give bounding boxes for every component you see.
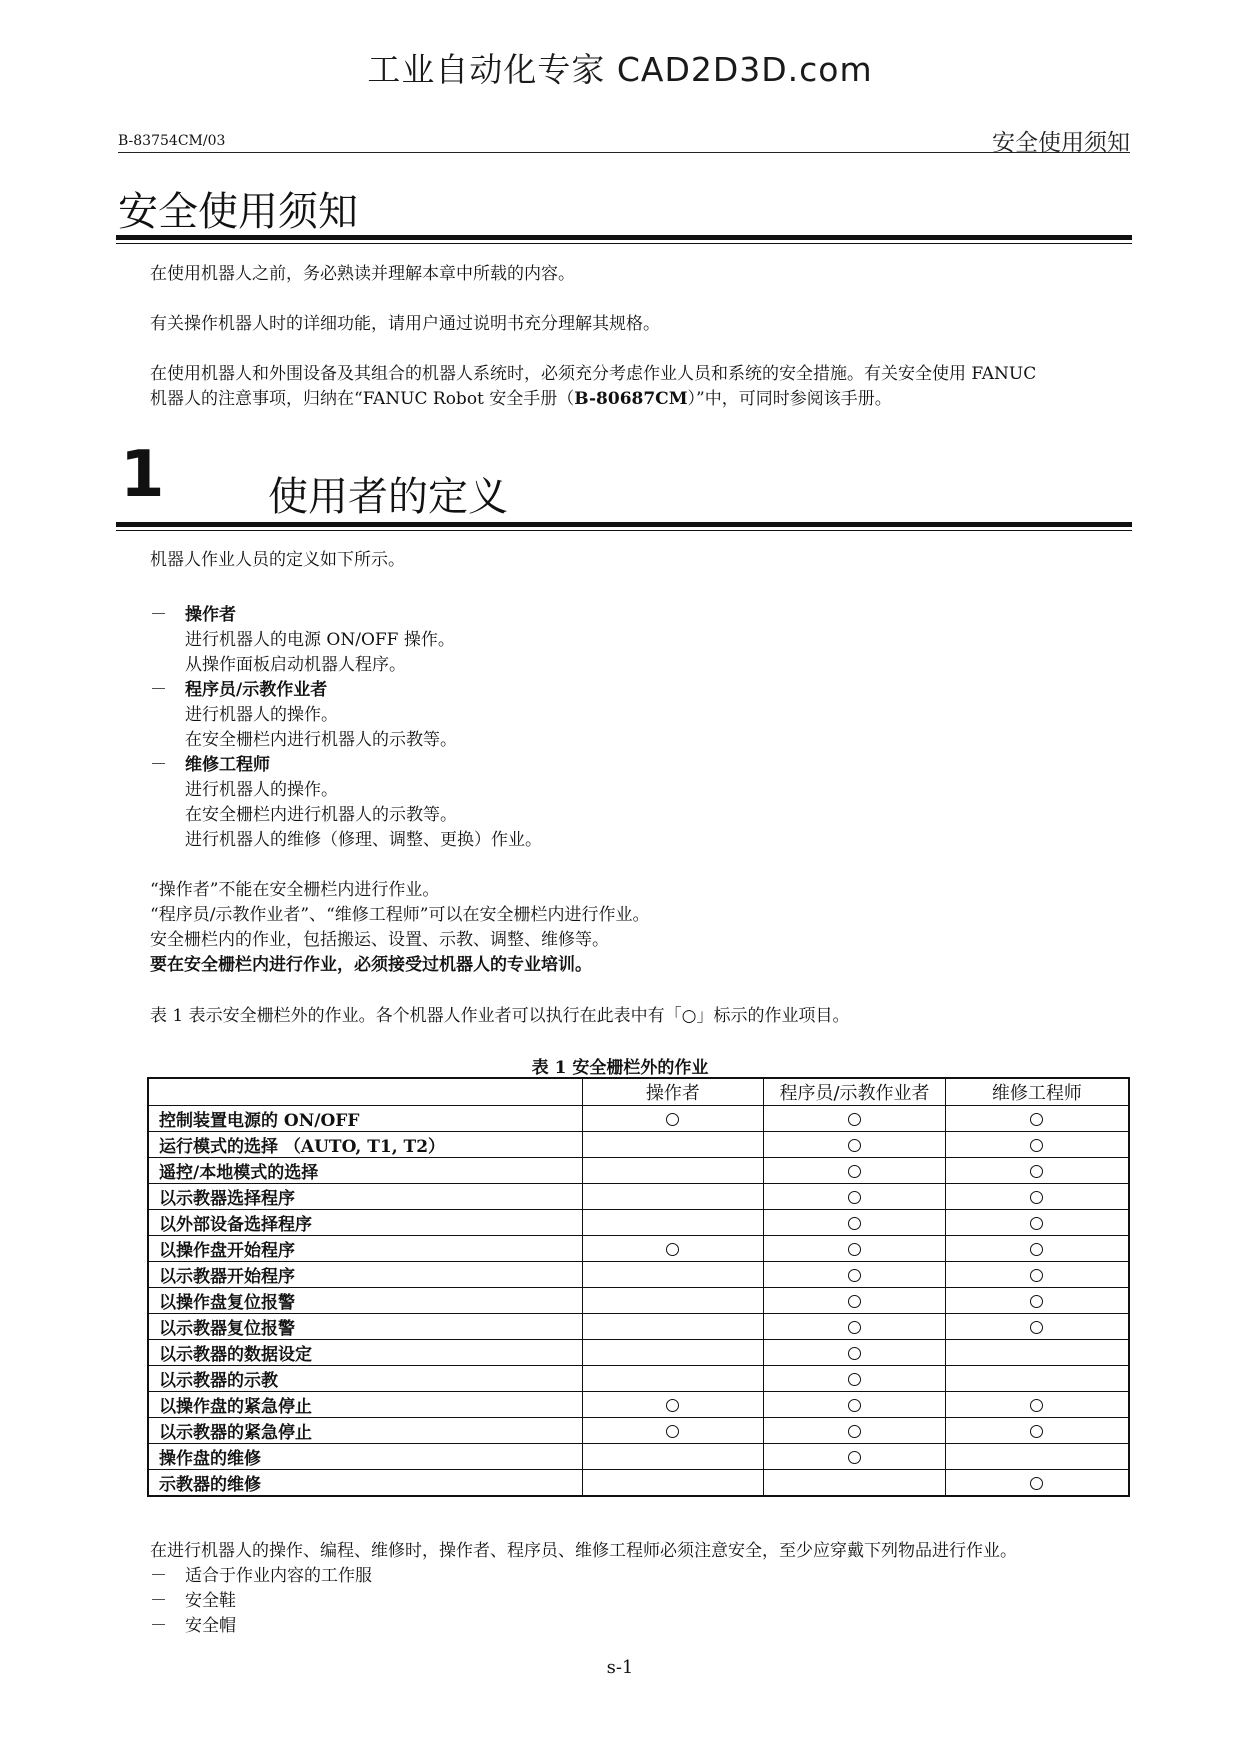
table-cell-permission — [945, 1236, 1129, 1262]
header-rule — [118, 152, 1130, 153]
table-row-label: 以示教器的紧急停止 — [148, 1418, 582, 1444]
table-row — [148, 1366, 1129, 1392]
table-cell-permission — [945, 1288, 1129, 1314]
permitted-circle-icon — [848, 1269, 861, 1282]
table-header-programmer: 程序员/示教作业者 — [764, 1078, 946, 1106]
permitted-circle-icon — [1030, 1113, 1043, 1126]
table-row — [148, 1340, 1129, 1366]
table-cell-permission — [582, 1470, 764, 1497]
table-cell-permission — [764, 1470, 946, 1497]
permitted-circle-icon — [848, 1139, 861, 1152]
table-cell-permission — [945, 1132, 1129, 1158]
table-header-operator: 操作者 — [582, 1078, 764, 1106]
title-rule-thin — [116, 243, 1132, 244]
intro-paragraph-3-line-2: 机器人的注意事项，归纳在“FANUC Robot 安全手册（B-80687CM）”中，可同时参阅该手册。 — [150, 389, 892, 409]
equipment-dash: － — [150, 1591, 167, 1611]
table-cell-permission — [764, 1158, 946, 1184]
intro-paragraph-3 — [150, 362, 1130, 412]
chapter-number: 1 — [120, 438, 165, 512]
note-training-required: 要在安全栅栏内进行作业，必须接受过机器人的专业培训。 — [150, 955, 592, 975]
role-maintenance-duty: 在安全栅栏内进行机器人的示教等。 — [185, 805, 457, 825]
running-header-title: 安全使用须知 — [992, 130, 1130, 156]
table-row — [148, 1132, 1129, 1158]
note-line: 安全栅栏内的作业，包括搬运、设置、示教、调整、维修等。 — [150, 930, 609, 950]
table-cell-permission — [764, 1340, 946, 1366]
equipment-item: 安全鞋 — [185, 1591, 236, 1611]
table-intro: 表 1 表示安全栅栏外的作业。各个机器人作业者可以执行在此表中有「○」标示的作业项目。 — [150, 1006, 850, 1026]
equipment-item: 适合于作业内容的工作服 — [185, 1566, 372, 1586]
page-title: 安全使用须知 — [118, 189, 358, 235]
role-programmer-duty: 进行机器人的操作。 — [185, 705, 338, 725]
table-cell-permission — [945, 1210, 1129, 1236]
table-row — [148, 1262, 1129, 1288]
table-row — [148, 1236, 1129, 1262]
role-dash: － — [150, 605, 167, 625]
table-row — [148, 1210, 1129, 1236]
role-maintenance-duty: 进行机器人的操作。 — [185, 780, 338, 800]
permitted-circle-icon — [1030, 1295, 1043, 1308]
table-row-label: 遥控/本地模式的选择 — [148, 1158, 582, 1184]
table-header-row — [148, 1078, 1129, 1106]
watermark-text: 工业自动化专家 CAD2D3D.com — [367, 50, 873, 89]
permitted-circle-icon — [848, 1165, 861, 1178]
permitted-circle-icon — [848, 1373, 861, 1386]
permitted-circle-icon — [848, 1217, 861, 1230]
table-cell-permission — [582, 1366, 764, 1392]
table-cell-permission — [582, 1210, 764, 1236]
table-cell-permission — [945, 1392, 1129, 1418]
table-row-label: 以示教器选择程序 — [148, 1184, 582, 1210]
table-cell-permission — [764, 1210, 946, 1236]
permitted-circle-icon — [1030, 1139, 1043, 1152]
permitted-circle-icon — [1030, 1165, 1043, 1178]
permitted-circle-icon — [666, 1243, 679, 1256]
table-cell-permission — [582, 1314, 764, 1340]
intro-paragraph-1: 在使用机器人之前，务必熟读并理解本章中所载的内容。 — [150, 264, 575, 284]
table-cell-permission — [764, 1392, 946, 1418]
table-cell-permission — [945, 1470, 1129, 1497]
table-cell-permission — [945, 1314, 1129, 1340]
permitted-circle-icon — [848, 1451, 861, 1464]
permitted-circle-icon — [666, 1425, 679, 1438]
permitted-circle-icon — [848, 1347, 861, 1360]
table-cell-permission — [764, 1236, 946, 1262]
table-cell-permission — [582, 1158, 764, 1184]
title-rule-thick — [116, 235, 1132, 240]
permitted-circle-icon — [1030, 1425, 1043, 1438]
role-dash: － — [150, 680, 167, 700]
table-row — [148, 1288, 1129, 1314]
table-cell-permission — [945, 1418, 1129, 1444]
role-programmer-name: 程序员/示教作业者 — [185, 680, 328, 700]
permitted-circle-icon — [1030, 1321, 1043, 1334]
chapter-title: 使用者的定义 — [268, 474, 508, 520]
table-row — [148, 1106, 1129, 1132]
chapter-rule-thin — [116, 530, 1132, 531]
permitted-circle-icon — [848, 1113, 861, 1126]
table-header-cell — [148, 1078, 582, 1106]
table-row — [148, 1418, 1129, 1444]
intro-paragraph-2: 有关操作机器人时的详细功能，请用户通过说明书充分理解其规格。 — [150, 314, 660, 334]
operations-table — [147, 1077, 1130, 1497]
table-row — [148, 1392, 1129, 1418]
table-cell-permission — [582, 1184, 764, 1210]
table-cell-permission — [945, 1262, 1129, 1288]
table-cell-permission — [945, 1366, 1129, 1392]
table-cell-permission — [764, 1418, 946, 1444]
table-row — [148, 1158, 1129, 1184]
table-cell-permission — [582, 1132, 764, 1158]
table-cell-permission — [764, 1132, 946, 1158]
table-cell-permission — [764, 1314, 946, 1340]
table-cell-permission — [582, 1288, 764, 1314]
table-row-label: 示教器的维修 — [148, 1470, 582, 1497]
safety-manual-code: B-80687CM — [574, 389, 688, 409]
permitted-circle-icon — [848, 1425, 861, 1438]
definition-intro: 机器人作业人员的定义如下所示。 — [150, 550, 405, 570]
table-row-label: 以操作盘的紧急停止 — [148, 1392, 582, 1418]
table-row — [148, 1184, 1129, 1210]
table-row-label: 以示教器复位报警 — [148, 1314, 582, 1340]
permitted-circle-icon — [848, 1321, 861, 1334]
closing-paragraph: 在进行机器人的操作、编程、维修时，操作者、程序员、维修工程师必须注意安全，至少应穿戴下列物品进行作业。 — [150, 1541, 1017, 1561]
equipment-dash: － — [150, 1616, 167, 1636]
permitted-circle-icon — [666, 1399, 679, 1412]
permitted-circle-icon — [1030, 1399, 1043, 1412]
table-cell-permission — [764, 1288, 946, 1314]
table-cell-permission — [582, 1392, 764, 1418]
table-cell-permission — [764, 1366, 946, 1392]
permitted-circle-icon — [1030, 1243, 1043, 1256]
table-cell-permission — [582, 1236, 764, 1262]
role-operator-name: 操作者 — [185, 605, 236, 625]
table-cell-permission — [764, 1262, 946, 1288]
table-cell-permission — [945, 1184, 1129, 1210]
role-operator-duty: 进行机器人的电源 ON/OFF 操作。 — [185, 630, 455, 650]
equipment-dash: － — [150, 1566, 167, 1586]
equipment-item: 安全帽 — [185, 1616, 236, 1636]
permitted-circle-icon — [848, 1191, 861, 1204]
role-programmer-duty: 在安全栅栏内进行机器人的示教等。 — [185, 730, 457, 750]
table-row-label: 以操作盘开始程序 — [148, 1236, 582, 1262]
permitted-circle-icon — [848, 1295, 861, 1308]
table-cell-permission — [764, 1184, 946, 1210]
permitted-circle-icon — [1030, 1269, 1043, 1282]
table-row-label: 以示教器的数据设定 — [148, 1340, 582, 1366]
intro-paragraph-3-line-1: 在使用机器人和外围设备及其组合的机器人系统时，必须充分考虑作业人员和系统的安全措施。有关安全使用 FANUC — [150, 364, 1037, 384]
table-cell-permission — [945, 1340, 1129, 1366]
table-row-label: 操作盘的维修 — [148, 1444, 582, 1470]
document-number: B-83754CM/03 — [118, 133, 226, 149]
table-row-label: 以外部设备选择程序 — [148, 1210, 582, 1236]
page-number: s-1 — [606, 1657, 634, 1678]
table-cell-permission — [764, 1444, 946, 1470]
table-row-label: 以操作盘复位报警 — [148, 1288, 582, 1314]
table-row-label: 运行模式的选择 （AUTO, T1, T2） — [148, 1132, 582, 1158]
table-cell-permission — [945, 1106, 1129, 1132]
table-cell-permission — [582, 1444, 764, 1470]
table-cell-permission — [582, 1262, 764, 1288]
table-row-label: 控制装置电源的 ON/OFF — [148, 1106, 582, 1132]
table-row — [148, 1444, 1129, 1470]
permitted-circle-icon — [1030, 1477, 1043, 1490]
table-cell-permission — [945, 1158, 1129, 1184]
table-header-maintenance: 维修工程师 — [945, 1078, 1129, 1106]
role-maintenance-duty: 进行机器人的维修（修理、调整、更换）作业。 — [185, 830, 542, 850]
chapter-rule-thick — [116, 522, 1132, 527]
role-operator-duty: 从操作面板启动机器人程序。 — [185, 655, 406, 675]
permitted-circle-icon — [1030, 1217, 1043, 1230]
note-line: “程序员/示教作业者”、“维修工程师”可以在安全栅栏内进行作业。 — [150, 905, 650, 925]
role-maintenance-name: 维修工程师 — [185, 755, 270, 775]
permitted-circle-icon — [848, 1399, 861, 1412]
permitted-circle-icon — [1030, 1191, 1043, 1204]
note-line: “操作者”不能在安全栅栏内进行作业。 — [150, 880, 440, 900]
table-row — [148, 1314, 1129, 1340]
permitted-circle-icon — [848, 1243, 861, 1256]
table-row-label: 以示教器开始程序 — [148, 1262, 582, 1288]
permitted-circle-icon — [666, 1113, 679, 1126]
role-dash: － — [150, 755, 167, 775]
table-cell-permission — [945, 1444, 1129, 1470]
table-cell-permission — [582, 1418, 764, 1444]
table-row-label: 以示教器的示教 — [148, 1366, 582, 1392]
table-cell-permission — [582, 1340, 764, 1366]
table-row — [148, 1470, 1129, 1497]
table-cell-permission — [764, 1106, 946, 1132]
table-caption: 表 1 安全栅栏外的作业 — [531, 1058, 709, 1078]
table-cell-permission — [582, 1106, 764, 1132]
